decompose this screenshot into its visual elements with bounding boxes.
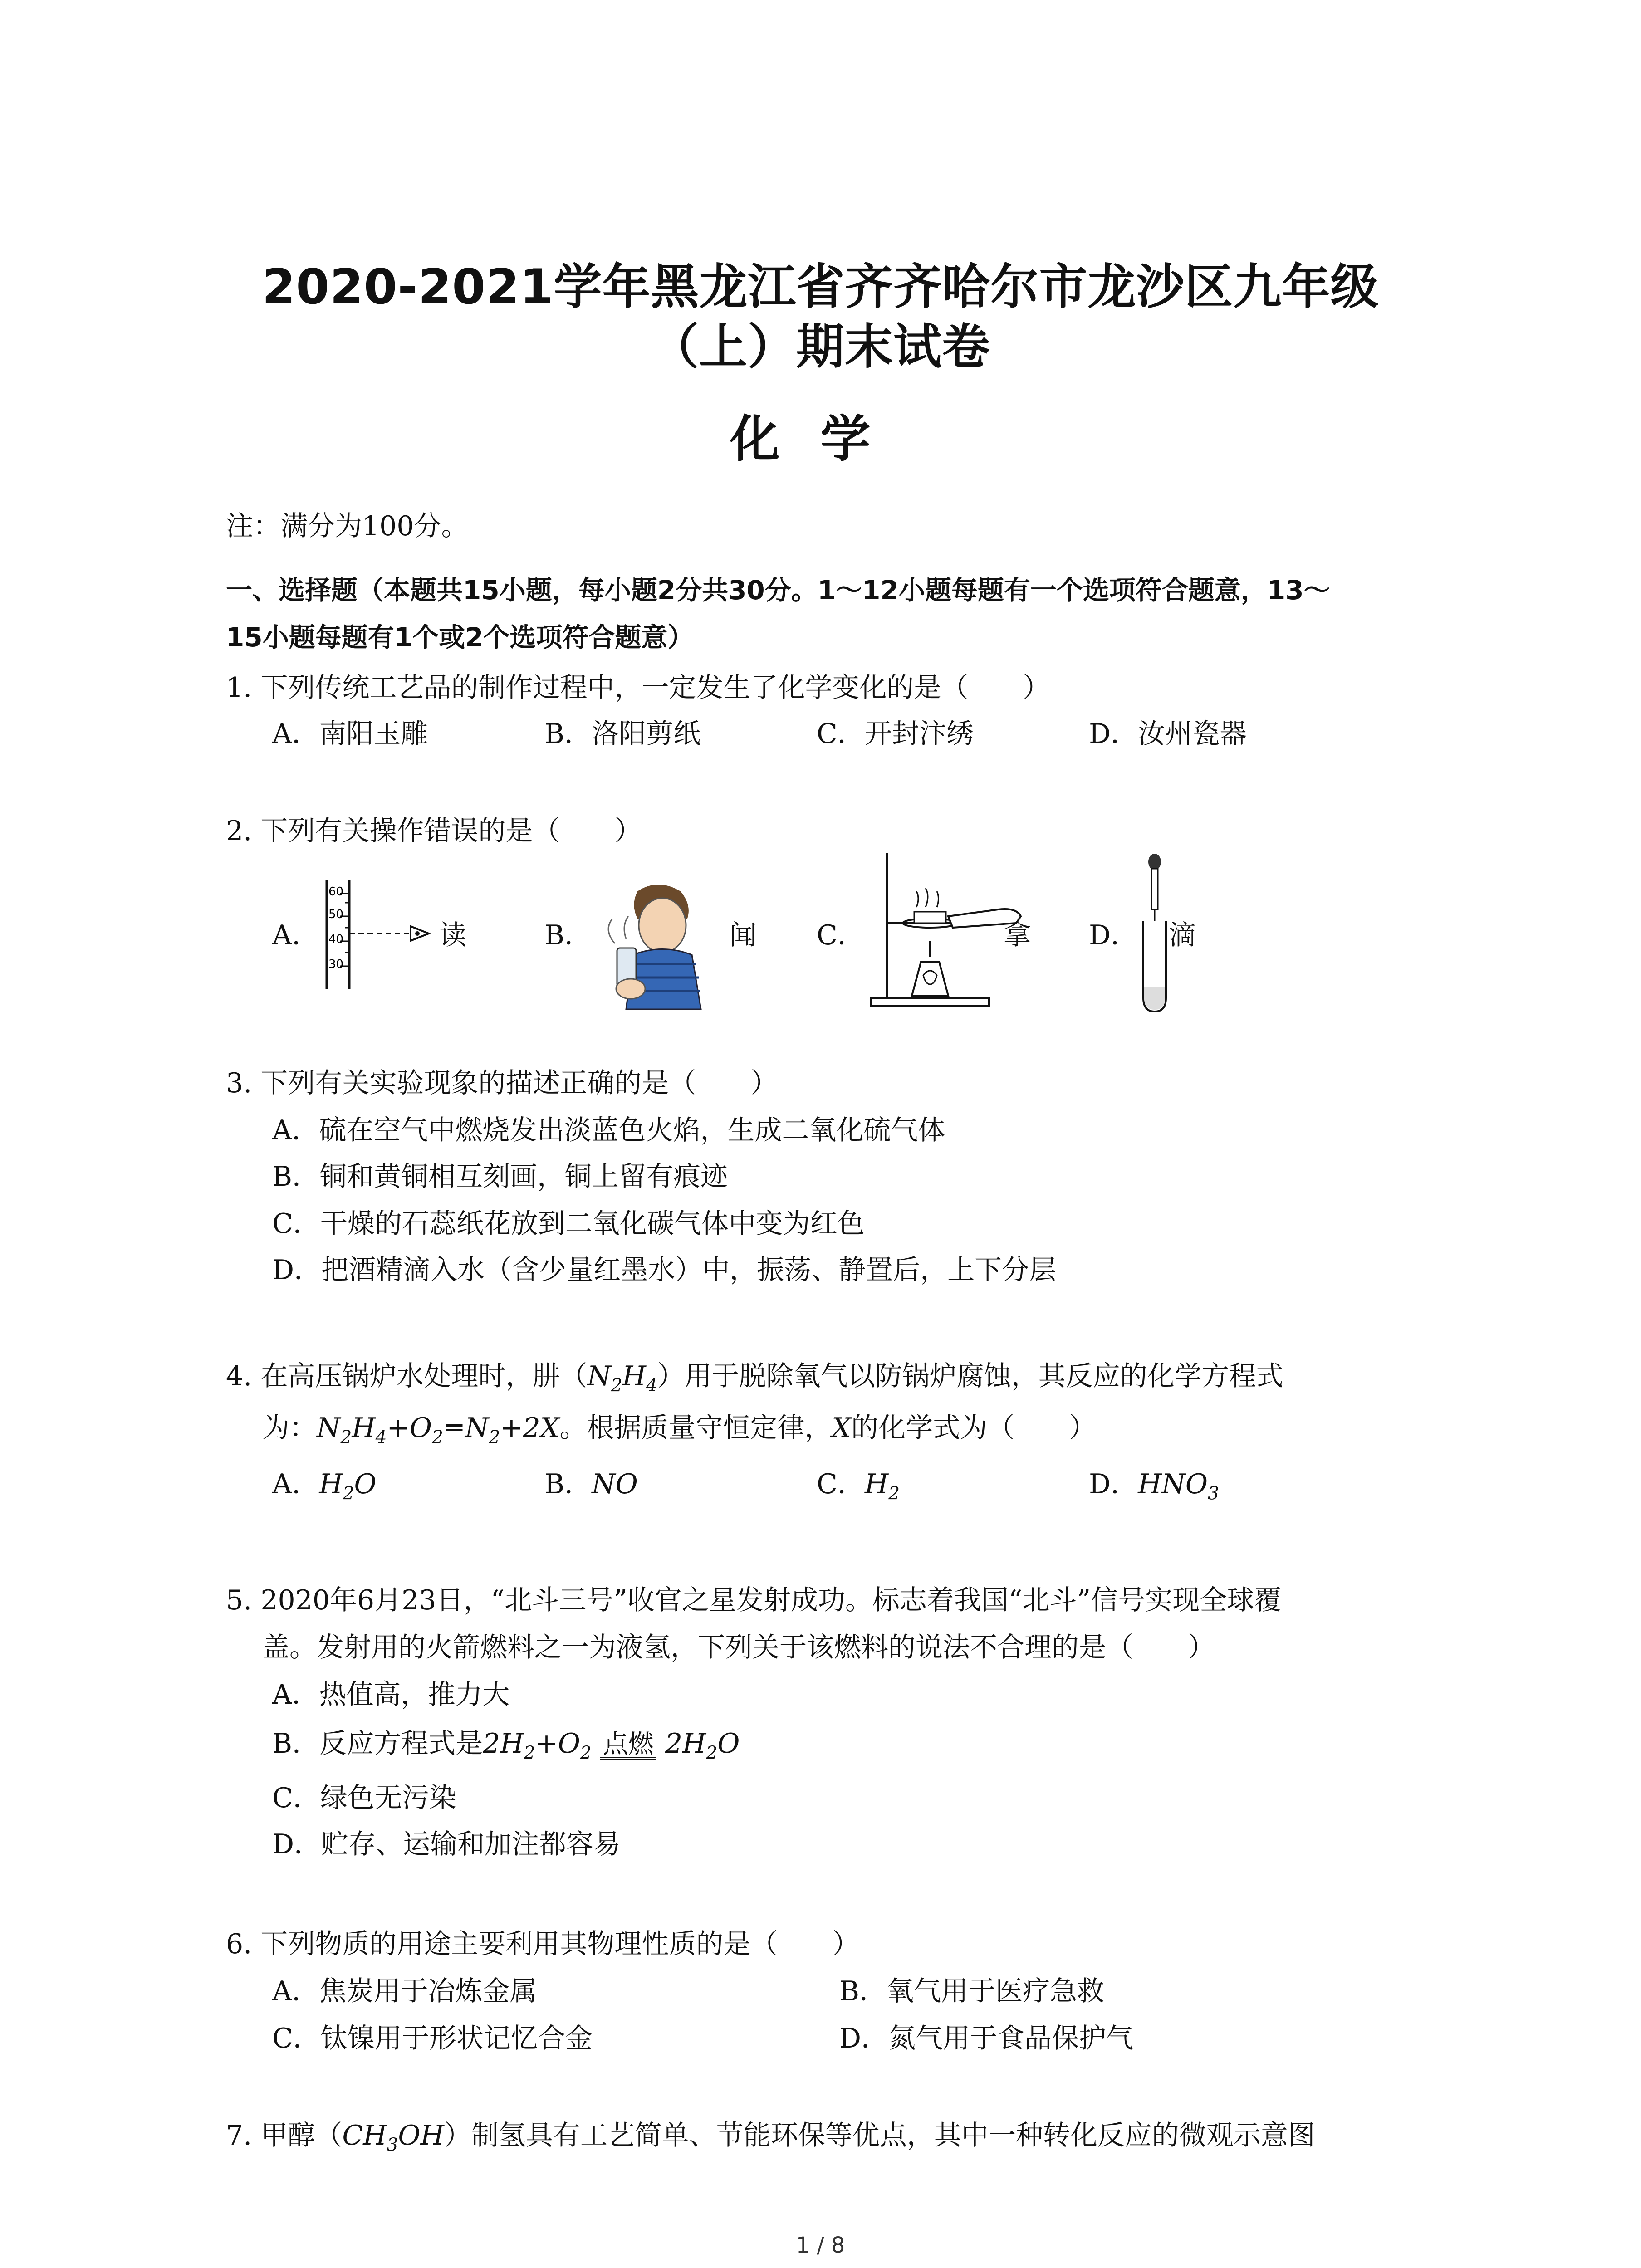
reaction-equation: $N_2H_4+O_2$ ═ $N_2+2X$ bbox=[317, 1412, 560, 1448]
question-2-option-a-word: 读 bbox=[439, 919, 466, 951]
question-3-stem: 3. 下列有关实验现象的描述正确的是（ ） bbox=[226, 1067, 778, 1099]
graduated-cylinder-icon bbox=[318, 875, 436, 993]
question-4-line1: 4. 在高压锅炉水处理时，肼$(N_2H_4)$用于脱除氧气以防锅炉腐蚀，其反应的化学方程式 bbox=[226, 1360, 1283, 1396]
score-note: 注：满分为100分。 bbox=[226, 510, 469, 542]
section-heading-line2: 15小题每题有1个或2个选项符合题意） bbox=[226, 622, 694, 653]
question-6-option-a: A．焦炭用于冶炼金属 bbox=[272, 1975, 537, 2007]
question-5-line2: 盖。发射用的火箭燃料之一为液氢，下列关于该燃料的说法不合理的是（ ） bbox=[262, 1632, 1215, 1663]
cylinder-tick-40: 40 bbox=[328, 933, 344, 946]
cylinder-tick-30: 30 bbox=[328, 958, 344, 971]
question-3-option-a: A．硫在空气中燃烧发出淡蓝色火焰，生成二氧化硫气体 bbox=[272, 1114, 945, 1146]
question-4-option-d: D．$HNO_3$ bbox=[1089, 1468, 1219, 1504]
exam-title-line1: 2020-2021学年黑龙江省齐齐哈尔市龙沙区九年级 bbox=[262, 259, 1379, 315]
question-2-option-c-word: 拿 bbox=[1004, 919, 1031, 951]
question-7-stem: 7. 甲醇$(CH_3OH)$制氢具有工艺简单、节能环保等优点，其中一种转化反应的微观示意图 bbox=[226, 2120, 1315, 2156]
question-4-option-c: C．$H_2$ bbox=[817, 1468, 900, 1504]
question-2-stem: 2. 下列有关操作错误的是（ ） bbox=[226, 815, 642, 847]
question-5-option-d: D．贮存、运输和加注都容易 bbox=[272, 1828, 621, 1860]
alcohol-lamp-stand-icon bbox=[862, 848, 1025, 1012]
question-6-option-b: B．氧气用于医疗急救 bbox=[839, 1975, 1105, 2007]
section-heading-line1: 一、选择题（本题共15小题，每小题2分共30分。1～12小题每题有一个选项符合题意，13～ bbox=[226, 575, 1330, 606]
question-2-option-c-letter: C． bbox=[817, 919, 865, 951]
question-5-option-b: B．反应方程式是$2H_2+O_2$ 点燃 $2H_2O$ bbox=[272, 1728, 740, 1764]
exam-title-line2: （上）期末试卷 bbox=[651, 319, 990, 375]
page-number: 1 / 8 bbox=[796, 2233, 845, 2258]
question-1-option-d: D．汝州瓷器 bbox=[1089, 718, 1247, 750]
question-2-option-a-letter: A． bbox=[272, 919, 319, 951]
question-2-option-d-letter: D． bbox=[1089, 919, 1138, 951]
question-3-option-d: D．把酒精滴入水（含少量红墨水）中，振荡、静置后，上下分层 bbox=[272, 1254, 1057, 1286]
question-4-line2: 为：$N_2H_4+O_2$ ═ $N_2+2X$。根据质量守恒定律，X的化学式为（ ） bbox=[262, 1412, 1097, 1448]
question-1-stem: 1. 下列传统工艺品的制作过程中，一定发生了化学变化的是（ ） bbox=[226, 672, 1050, 704]
question-2-option-b-letter: B． bbox=[544, 919, 592, 951]
cylinder-tick-50: 50 bbox=[328, 908, 344, 921]
cylinder-tick-60: 60 bbox=[328, 885, 344, 899]
question-1-option-a: A．南阳玉雕 bbox=[272, 718, 428, 750]
question-6-option-c: C．钛镍用于形状记忆合金 bbox=[272, 2023, 593, 2054]
question-5-option-c: C．绿色无污染 bbox=[272, 1782, 456, 1814]
question-5-option-a: A．热值高，推力大 bbox=[272, 1679, 510, 1711]
question-1-option-c: C．开封汴绣 bbox=[817, 718, 974, 750]
question-6-stem: 6. 下列物质的用途主要利用其物理性质的是（ ） bbox=[226, 1928, 860, 1960]
question-4-option-a: A．$H_2O$ bbox=[272, 1468, 377, 1504]
question-3-option-b: B．铜和黄铜相互刻画，铜上留有痕迹 bbox=[272, 1161, 728, 1193]
question-2-option-d-word: 滴 bbox=[1169, 919, 1196, 951]
question-3-option-c: C．干燥的石蕊纸花放到二氧化碳气体中变为红色 bbox=[272, 1208, 865, 1240]
subject-title: 化学 bbox=[730, 410, 911, 468]
question-2-option-b-word: 闻 bbox=[730, 919, 757, 951]
question-4-option-b: B．NO bbox=[544, 1468, 638, 1500]
question-1-option-b: B．洛阳剪纸 bbox=[544, 718, 701, 750]
question-5-line1: 5. 2020年6月23日，“北斗三号”收官之星发射成功。标志着我国“北斗”信号实现全球覆 bbox=[226, 1584, 1282, 1616]
smelling-student-icon bbox=[594, 880, 726, 1012]
question-6-option-d: D．氮气用于食品保护气 bbox=[839, 2023, 1134, 2054]
